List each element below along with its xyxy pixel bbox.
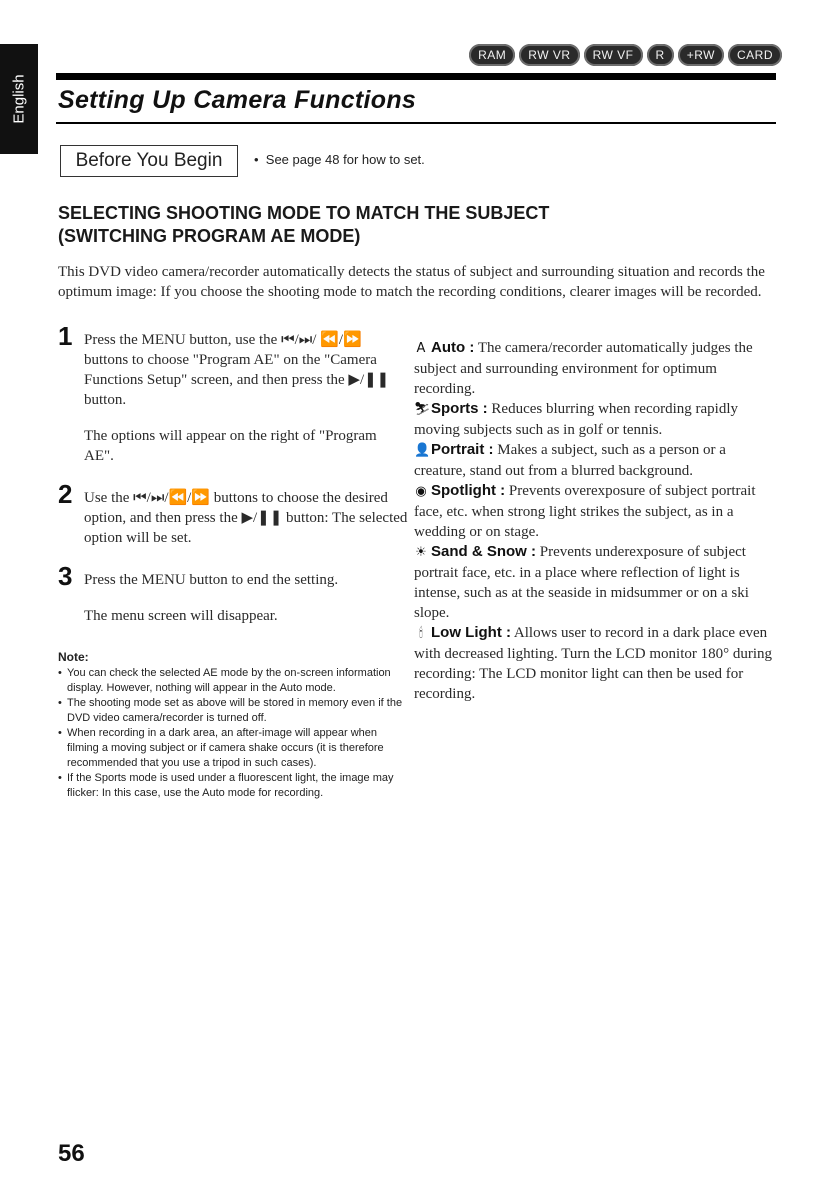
- badge-rw-vf: RW VF: [584, 44, 643, 66]
- top-rule: [56, 73, 776, 80]
- sports-mode-icon: ⛷: [414, 402, 431, 417]
- mode-sports-name: Sports :: [431, 400, 488, 417]
- low-light-mode-icon: 🕯: [419, 626, 423, 641]
- mode-sports: [414, 399, 776, 440]
- page-number: 56: [58, 1140, 85, 1167]
- mode-sports-desc: Reduces blurring when recording rapidly moving subjects such as in golf or tennis.: [414, 401, 739, 438]
- language-tab-label: English: [10, 74, 28, 124]
- intro-paragraph: This DVD video camera/recorder automatically detects the status of subject and surrounding situation and records the optimum image: If you choose the shooting mode to match the recording conditions, clearer images will be recorded.: [58, 264, 765, 300]
- step-1: [58, 321, 408, 466]
- mode-spotlight-name: Spotlight :: [431, 482, 506, 499]
- media-badges: [469, 44, 782, 66]
- before-you-begin-note: • See page 48 for how to set.: [254, 152, 425, 167]
- badge-rw-vr: RW VR: [519, 44, 579, 66]
- note-item: • If the Sports mode is used under a fluorescent light, the image may flicker: In this case, use the Auto mode for recording.: [58, 771, 408, 801]
- mode-auto-desc: The camera/recorder automatically judges the subject and surrounding environment for optimum recording.: [414, 340, 753, 397]
- section-heading-line2: (SWITCHING PROGRAM AE MODE): [58, 226, 361, 246]
- badge-r: R: [647, 44, 674, 66]
- section-heading-line1: SELECTING SHOOTING MODE TO MATCH THE SUBJECT: [58, 203, 550, 223]
- mode-auto-name: Auto :: [431, 339, 475, 356]
- page-title: Setting Up Camera Functions: [58, 86, 417, 114]
- badge-card: CARD: [728, 44, 782, 66]
- mode-low-light-name: Low Light :: [431, 624, 511, 641]
- mode-auto: [414, 338, 776, 399]
- badge-plus-rw: +RW: [678, 44, 724, 66]
- before-you-begin-note-text: See page 48 for how to set.: [265, 152, 425, 167]
- note-item: • The shooting mode set as above will be stored in memory even if the DVD video camera/recorder is turned off.: [58, 696, 408, 726]
- step-2: [58, 479, 408, 548]
- step-2-text: Use the ⏮/⏭/⏪/⏩ buttons to choose the desired option, and then press the ▶/❚❚ button: The selected option will be set.: [84, 490, 408, 546]
- mode-sand-snow-desc: Prevents underexposure of subject portrait face, etc. in a place where reflection of light is intense, such as at the seaside in midsummer or on a ski slope.: [414, 544, 749, 621]
- note-item: • You can check the selected AE mode by the on-screen information display. However, nothing will appear in the Auto mode.: [58, 666, 408, 696]
- note-title: Note:: [58, 650, 89, 664]
- step-1-number: 1: [58, 321, 73, 351]
- mode-low-light: [414, 623, 776, 704]
- step-3-text: Press the MENU button to end the setting.: [84, 572, 339, 588]
- auto-mode-icon: A: [416, 341, 426, 356]
- mode-sand-snow: [414, 542, 776, 623]
- note-list: [58, 666, 408, 801]
- badge-ram: RAM: [469, 44, 515, 66]
- mode-low-light-desc: Allows user to record in a dark place even with decreased lighting. Turn the LCD monitor 180° during recording: The LCD monitor light can then be used for recording.: [414, 625, 773, 702]
- mode-spotlight-desc: Prevents overexposure of subject portrait face, etc. when strong light strikes the subject, as in a wedding or on stage.: [414, 483, 756, 540]
- step-3: [58, 561, 408, 626]
- mode-portrait-desc: Makes a subject, such as a person or a creature, stand out from a blurred background.: [414, 442, 726, 479]
- mode-portrait-name: Portrait :: [431, 441, 494, 458]
- mode-spotlight: [414, 481, 776, 542]
- step-2-number: 2: [58, 479, 73, 509]
- step-1-result: The options will appear on the right of "Program AE".: [84, 428, 377, 464]
- sand-snow-mode-icon: ☀: [415, 545, 427, 560]
- mode-sand-snow-name: Sand & Snow :: [431, 543, 536, 560]
- step-1-text: Press the MENU button, use the ⏮/⏭/ ⏪/⏩ buttons to choose "Program AE" on the "Camera Functions Setup" screen, and then press the ▶/❚❚ button.: [84, 332, 390, 408]
- step-3-result: The menu screen will disappear.: [84, 608, 278, 624]
- section-heading: [58, 202, 549, 248]
- before-you-begin-box: Before You Begin: [60, 145, 238, 177]
- note-box: [58, 650, 408, 801]
- note-item: • When recording in a dark area, an after-image will appear when filming a moving subject or if camera shake occurs (it is therefore recommended that you use a tripod in such cases).: [58, 726, 408, 771]
- right-column: [414, 338, 776, 704]
- title-rule: [56, 122, 776, 124]
- language-tab: [0, 44, 38, 154]
- mode-portrait: [414, 440, 776, 481]
- portrait-mode-icon: 👤: [414, 443, 431, 458]
- step-3-number: 3: [58, 561, 73, 591]
- left-column: [58, 321, 408, 801]
- spotlight-mode-icon: ◉: [415, 484, 427, 499]
